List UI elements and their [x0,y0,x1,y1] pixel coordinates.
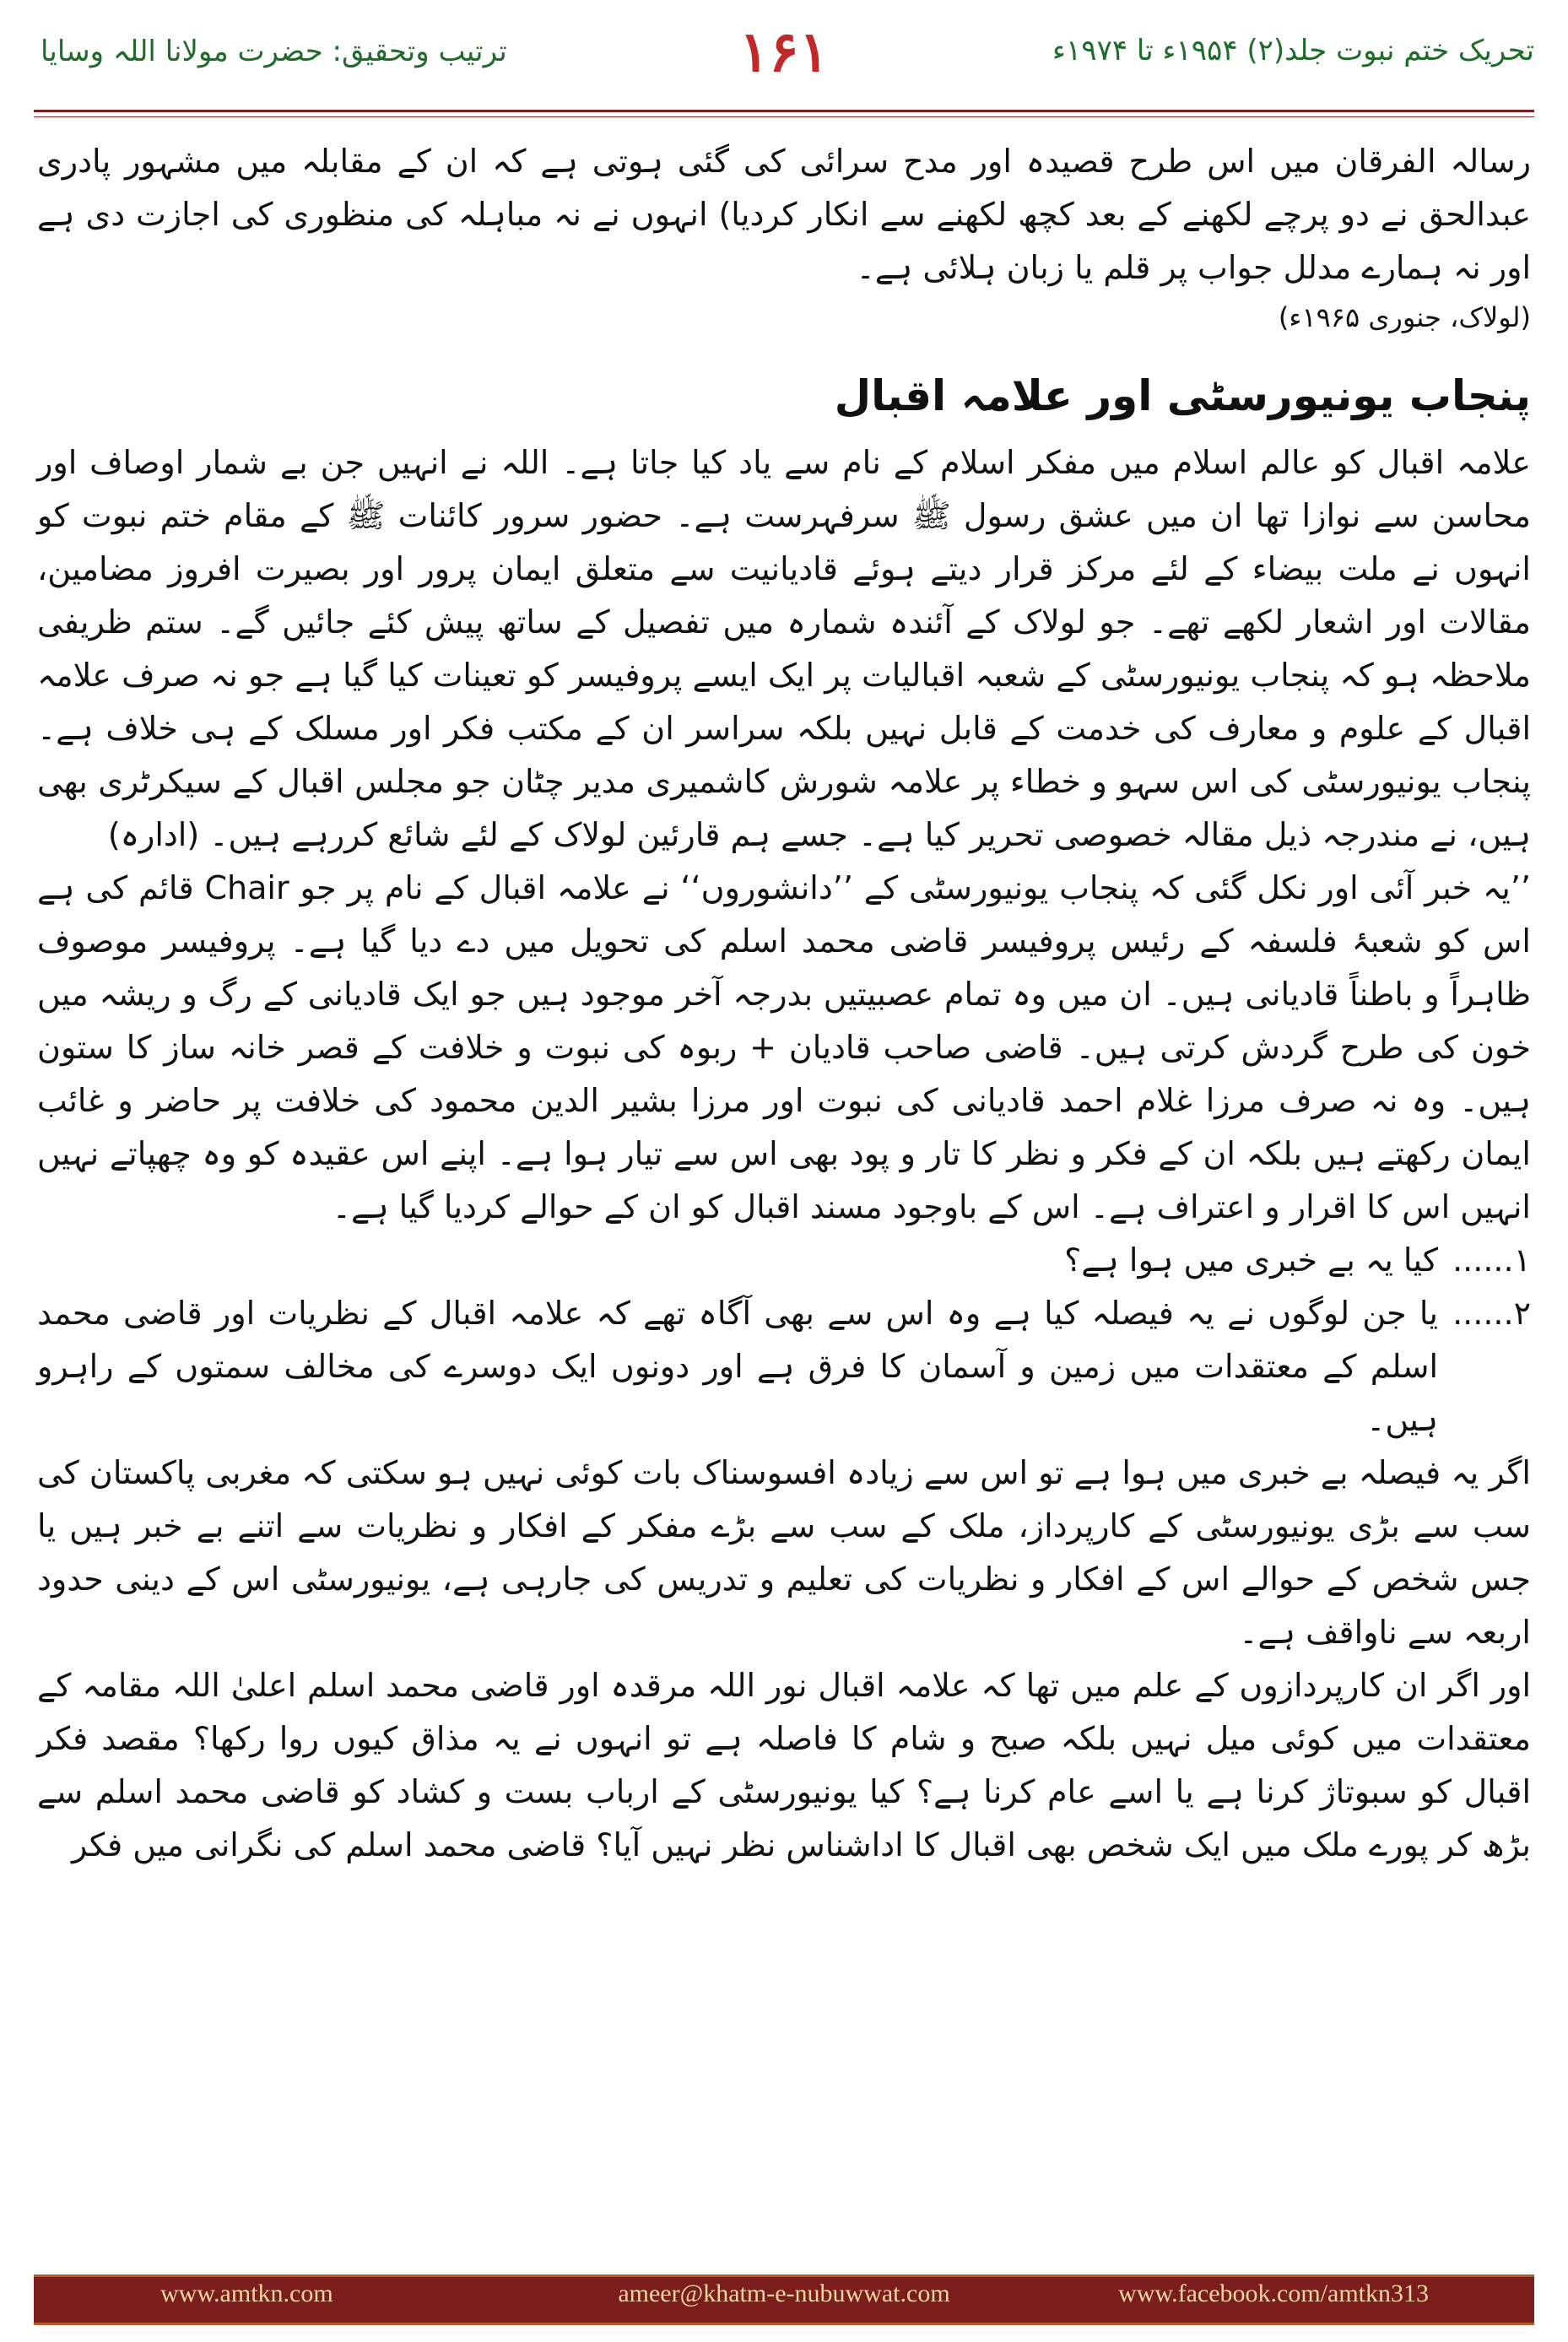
paragraph-1: رسالہ الفرقان میں اس طرح قصیدہ اور مدح سرائی کی گئی ہوتی ہے کہ ان کے مقابلہ میں مشہور پادری عبدالحق نے دو پرچے لکھنے کے بعد کچھ لکھنے سے انکار کردیا) انہوں نے نہ مباہلہ کی منظوری کی اجازت دی ہے اور نہ ہمارے مدلل جواب پر قلم یا زبان ہلائی ہے۔ [37,143,1531,286]
header-divider [34,110,1534,112]
page-footer [0,2258,1568,2342]
page-header [0,0,1568,127]
list-text: یا جن لوگوں نے یہ فیصلہ کیا ہے وہ اس سے بھی آگاہ تھے کہ علامہ اقبال کے نظریات اور قاضی محمد اسلم کے معتقدات میں زمین و آسمان کا فرق ہے اور دونوں ایک دوسرے کی مخالف سمتوں کے راہرو ہیں۔ [37,1295,1438,1438]
list-text: کیا یہ بے خبری میں ہوا ہے؟ [1064,1241,1438,1279]
source-citation: (لولاک، جنوری ۱۹۶۵ء) [1278,301,1531,333]
list-item [37,1234,1531,1287]
email-link[interactable]: ameer@khatm-e-nubuwwat.com [618,2280,950,2307]
header-compiler: ترتیب وتحقیق: حضرت مولانا اللہ وسایا [41,35,507,68]
paragraph-4: اگر یہ فیصلہ بے خبری میں ہوا ہے تو اس سے زیادہ افسوسناک بات کوئی نہیں ہو سکتی کہ مغربی پاکستان کی سب سے بڑی یونیورسٹی کے کارپرداز، ملک کے سب سے بڑے مفکر کے افکار و نظریات سے اتنے بے خبر ہیں یا جس شخص کے حوالے اس کے افکار و نظریات کی تعلیم و تدریس کی جارہی ہے، یونیورسٹی اس کے دینی حدود اربعہ سے ناواقف ہے۔ [37,1454,1532,1651]
page-body [37,135,1531,2249]
section-heading: پنجاب یونیورسٹی اور علامہ اقبال [834,371,1531,420]
paragraph-3: ’’یہ خبر آئی اور نکل گئی کہ پنجاب یونیورسٹی کے ’’دانشوروں‘‘ نے علامہ اقبال کے نام پر جو Chair قائم کی ہے اس کو شعبۂ فلسفہ کے رئیس پروفیسر قاضی محمد اسلم کی تحویل میں دے دیا گیا ہے۔ پروفیسر موصوف ظاہراً و باطناً قادیانی ہیں۔ ان میں وہ تمام عصبیتیں بدرجہ آخر موجود ہیں جو ایک قادیانی کے رگ و ریشہ میں خون کی طرح گردش کرتی ہیں۔ قاضی صاحب قادیان + ربوہ کی نبوت و خلافت کے قصر خانہ ساز کا ستون ہیں۔ وہ نہ صرف مرزا غلام احمد قادیانی کی نبوت اور مرزا بشیر الدین محمود کی خلافت پر حاضر و غائب ایمان رکھتے ہیں بلکہ ان کے فکر و نظر کا تار و پود بھی اس سے تیار ہوا ہے۔ اپنے اس عقیدہ کو وہ چھپاتے نہیں انہیں اس کا اقرار و اعتراف ہے۔ اس کے باوجود مسند اقبال کو ان کے حوالے کردیا گیا ہے۔ [37,869,1531,1225]
paragraph-5: اور اگر ان کارپردازوں کے علم میں تھا کہ علامہ اقبال نور اللہ مرقدہ اور قاضی محمد اسلم اعلیٰ اللہ مقامہ کے معتقدات میں کوئی میل نہیں بلکہ صبح و شام کا فاصلہ ہے تو انہوں نے یہ مذاق کیوں روا رکھا؟ مقصد فکر اقبال کو سبوتاژ کرنا ہے یا اسے عام کرنا ہے؟ کیا یونیورسٹی کے ارباب بست و کشاد کو قاضی محمد اسلم سے بڑھ کر پورے ملک میں ایک شخص بھی اقبال کا اداشناس نظر نہیں آیا؟ قاضی محمد اسلم کی نگرانی میں فکر [37,1667,1531,1863]
paragraph-2: علامہ اقبال کو عالم اسلام میں مفکر اسلام کے نام سے یاد کیا جاتا ہے۔ اللہ نے انہیں جن بے شمار اوصاف اور محاسن سے نوازا تھا ان میں عشق رسول ﷺ سرفہرست ہے۔ حضور سرور کائنات ﷺ کے مقام ختم نبوت کو انہوں نے ملت بیضاء کے لئے مرکز قرار دیتے ہوئے قادیانیت سے متعلق ایمان پرور اور بصیرت افروز مضامین، مقالات اور اشعار لکھے تھے۔ جو لولاک کے آئندہ شمارہ میں تفصیل کے ساتھ پیش کئے جائیں گے۔ ستم ظریفی ملاحظہ ہو کہ پنجاب یونیورسٹی کے شعبہ اقبالیات پر ایک ایسے پروفیسر کو تعینات کیا گیا ہے جو نہ صرف علامہ اقبال کے علوم و معارف کی خدمت کے قابل نہیں بلکہ سراسر ان کے مکتب فکر اور مسلک کے ہی خلاف ہے۔ پنجاب یونیورسٹی کی اس سہو و خطاء پر علامہ شورش کاشمیری مدیر چٹان جو مجلس اقبال کے سیکرٹری بھی ہیں، نے مندرجہ ذیل مقالہ خصوصی تحریر کیا ہے۔ جسے ہم قارئین لولاک کے لئے شائع کررہے ہیں۔ (ادارہ) [37,444,1531,853]
website-link[interactable]: www.amtkn.com [160,2280,333,2307]
header-book-title: تحریک ختم نبوت جلد(۲) ۱۹۵۴ء تا ۱۹۷۴ء [1052,34,1534,68]
list-number: ۲...... [1452,1295,1531,1332]
header-divider-thin [34,116,1534,117]
list-number: ۱...... [1452,1241,1531,1279]
facebook-link[interactable]: www.facebook.com/amtkn313 [1118,2280,1429,2307]
page-number: ۱۶۱ [738,19,830,84]
list-item [37,1287,1531,1447]
